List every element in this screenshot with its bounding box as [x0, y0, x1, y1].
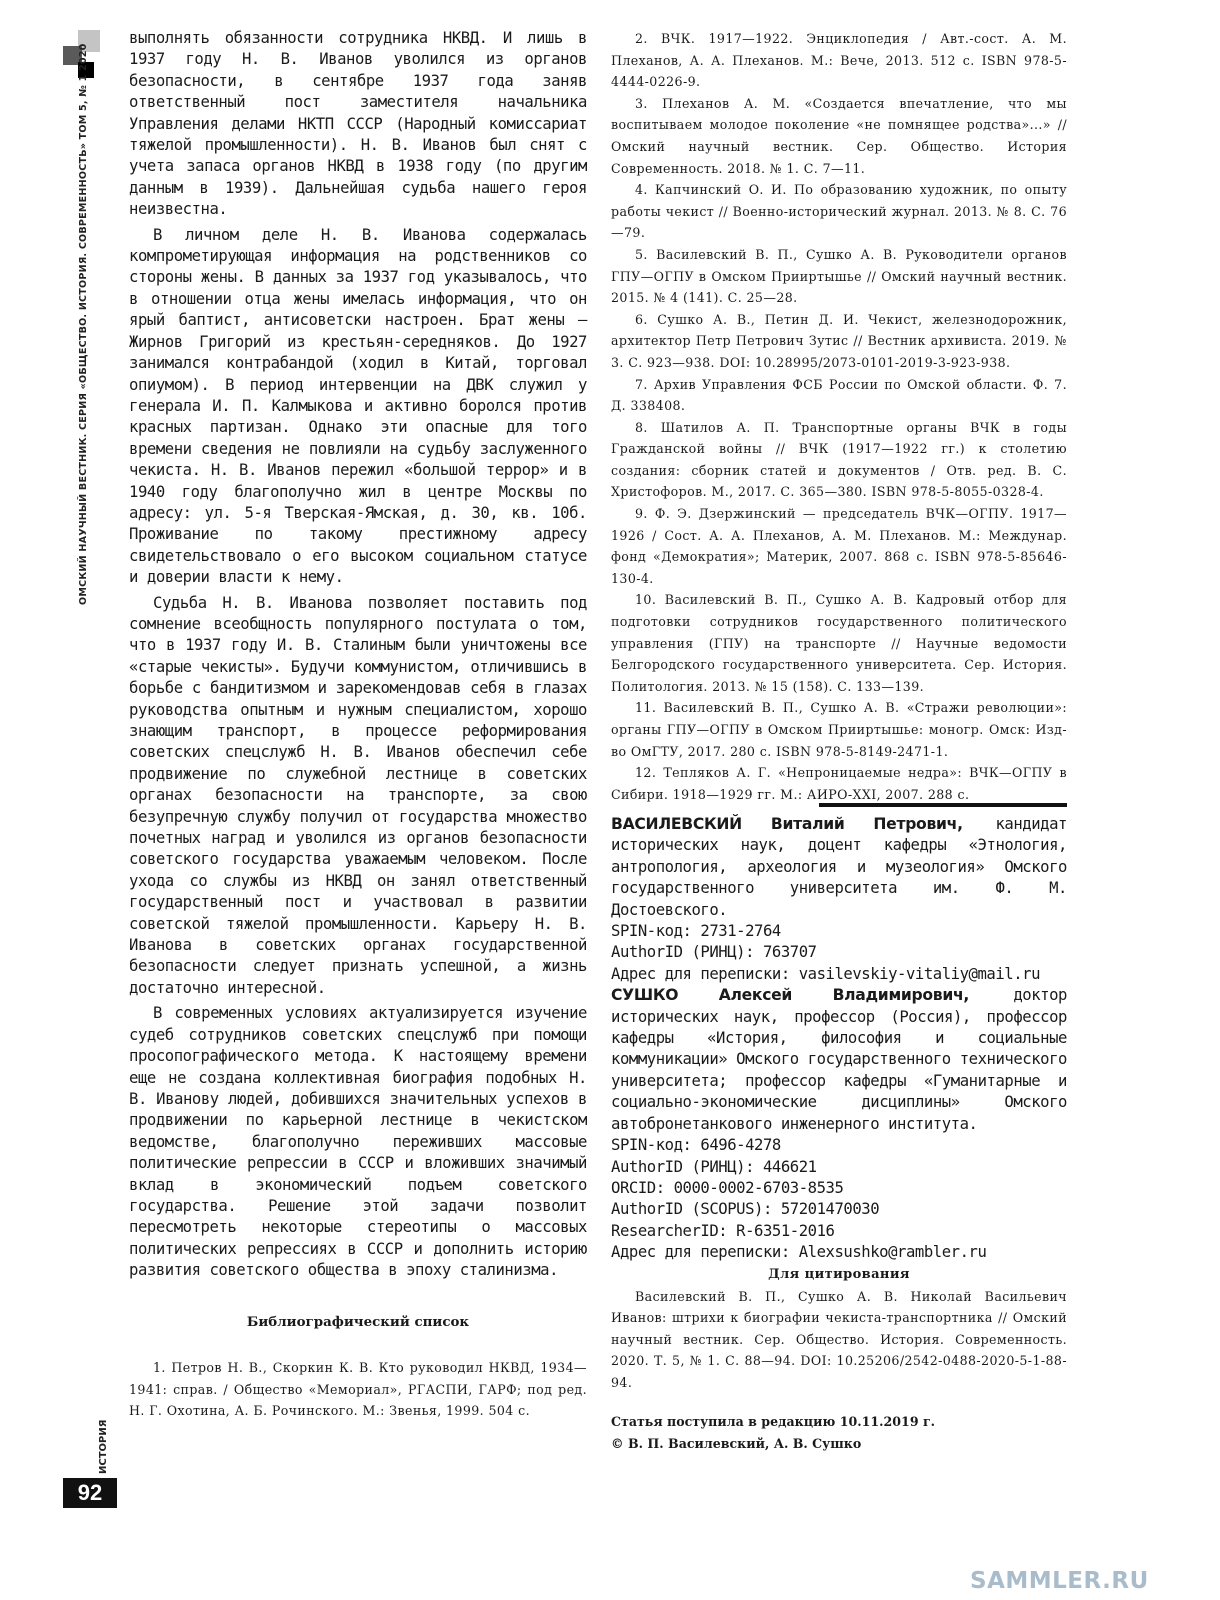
reference-item: 11. Василевский В. П., Сушко А. В. «Стражи революции»: органы ГПУ—ОГПУ в Омском Прииртышье: моногр. Омск: Изд-во ОмГТУ, 2017. 280 с. ISBN 978-5-8149-2471-1.	[611, 700, 1067, 759]
body-paragraph: В современных условиях актуализируется изучение судеб сотрудников советских спецслужб при помощи просопографического метода. К настоящему времени еще не создана коллективная биография подобных Н. В. Иванову людей, добившихся значительных успехов в продвижении по карьерной лестнице в чекистском ведомстве, благополучно переживших массовые политические репрессии в СССР и вложивших значимый вклад в экономический подъем советского государства. Решение этой задачи позволит пересмотреть некоторые стереотипы о массовых политических репрессиях в СССР и дополнить историю развития советского общества в эпоху сталинизма.	[129, 1004, 587, 1280]
reference-item: 10. Василевский В. П., Сушко А. В. Кадровый отбор для подготовки сотрудников государственного политического управления (ГПУ) на транспорте // Научные ведомости Белгородского государственного университета. Сер. История. Политология. 2013. № 15 (158). С. 133—139.	[611, 592, 1067, 694]
reference-item: 12. Тепляков А. Г. «Непроницаемые недра»: ВЧК—ОГПУ в Сибири. 1918—1929 гг. М.: АИРО-XXI, 2007. 288 с.	[611, 765, 1067, 802]
author-bio	[611, 985, 1067, 1135]
copyright: © В. П. Василевский, А. В. Сушко	[611, 1436, 862, 1451]
right-column	[611, 28, 1067, 805]
reference-item: 1. Петров Н. В., Скоркин К. В. Кто руководил НКВД, 1934—1941: справ. / Общество «Мемориал», РГАСПИ, ГАРФ; под ред. Н. Г. Охотина, А. Б. Рочинского. М.: Звенья, 1999. 504 с.	[129, 1359, 587, 1419]
reference-item: 9. Ф. Э. Дзержинский — председатель ВЧК—ОГПУ. 1917—1926 / Сост. А. А. Плеханов, А. М. Плеханов. М.: Междунар. фонд «Демократия»; Материк, 2007. 868 с. ISBN 978-5-85646-130-4.	[611, 506, 1067, 586]
received-date: Статья поступила в редакцию 10.11.2019 г.	[611, 1414, 936, 1429]
watermark: SAMMLER.RU	[970, 1568, 1149, 1594]
author-id-line: AuthorID (РИНЦ): 446621	[611, 1157, 817, 1176]
author-info	[611, 814, 1067, 1264]
author-id-line: SPIN-код: 2731-2764	[611, 922, 781, 941]
reference-item: 6. Сушко А. В., Петин Д. И. Чекист, железнодорожник, архитектор Петр Петрович Зутис // Вестник архивиста. 2019. № 3. С. 923—938. DOI: 10.28995/2073-0101-2019-3-923-938.	[611, 311, 1067, 370]
reference-item: 2. ВЧК. 1917—1922. Энциклопедия / Авт.-сост. А. М. Плеханов, А. А. Плеханов. М.: Вече, 2013. 512 с. ISBN 978-5-4444-0226-9.	[611, 31, 1067, 90]
author-email[interactable]: Адрес для переписки: Alexsushko@rambler.ru	[611, 1243, 987, 1262]
citation-block	[611, 1264, 1067, 1394]
author-id-line: ORCID: 0000-0002-6703-8535	[611, 1178, 844, 1197]
author-id-line: SPIN-код: 6496-4278	[611, 1136, 781, 1155]
bibliography-heading: Библиографический список	[246, 1313, 470, 1330]
author-id-line: ResearcherID: R-6351-2016	[611, 1221, 835, 1240]
reference-item: 5. Василевский В. П., Сушко А. В. Руководители органов ГПУ—ОГПУ в Омском Прииртышье // Омский научный вестник. 2015. № 4 (141). С. 25—28.	[611, 246, 1067, 306]
author-name: ВАСИЛЕВСКИЙ Виталий Петрович,	[611, 815, 963, 833]
reference-item: 3. Плеханов А. М. «Создается впечатление, что мы воспитываем молодое поколение «не помнящее родства»...» // Омский научный вестник. Сер. Общество. История Современность. 2018. № 1. С. 7—11.	[611, 95, 1067, 176]
author-name: СУШКО Алексей Владимирович,	[611, 986, 970, 1005]
reference-item: 7. Архив Управления ФСБ России по Омской области. Ф. 7. Д. 338408.	[611, 376, 1067, 414]
left-column	[129, 28, 587, 1422]
section-label: ИСТОРИЯ	[98, 1419, 109, 1474]
author-description: кандидат исторических наук, доцент кафедры «Этнология, антропология, археология и музеология» Омского государственного университета им. Ф. М. Достоевского.	[611, 815, 1067, 919]
citation-heading: Для цитирования	[768, 1267, 910, 1282]
author-description: доктор исторических наук, профессор (Россия), профессор кафедры «История, философия и социальные коммуникации» Омского государственного технического университета; профессор кафедры «Гуманитарные и социально-экономические дисциплины» Омского автобронетанкового инженерного института.	[611, 986, 1067, 1133]
author-bio	[611, 814, 1067, 921]
citation-text: Василевский В. П., Сушко А. В. Николай Васильевич Иванов: штрихи к биографии чекиста-транспортника // Омский научный вестник. Сер. Общество. История. Современность. 2020. Т. 5, № 1. С. 88—94. DOI: 10.25206/2542-0488-2020-5-1-88-94.	[611, 1288, 1067, 1390]
page-number: 92	[63, 1478, 117, 1508]
body-paragraph: выполнять обязанности сотрудника НКВД. И лишь в 1937 году Н. В. Иванов уволился из органов безопасности, в сентябре 1937 года заняв ответственный пост заместителя начальника Управления делами НКТП СССР (Народный комиссариат тяжелой промышленности). Н. В. Иванов был снят с учета запаса органов НКВД в 1938 году (по другим данным в 1939). Дальнейшая судьба нашего героя неизвестна.	[129, 29, 587, 219]
divider-rule	[819, 803, 1067, 807]
body-paragraph: В личном деле Н. В. Иванова содержалась компрометирующая информация на родственников со стороны жены. В данных за 1937 год указывалось, что в отношении отца жены имелась информация, что он ярый баптист, антисоветски настроен. Брат жены — Жирнов Григорий из крестьян-середняков. До 1927 занимался контрабандой (ходил в Китай, торговал опиумом). В период интервенции на ДВК служил у генерала И. П. Калмыкова и активно боролся против красных партизан. Однако эти опасные для того времени сведения не повлияли на судьбу заслуженного чекиста. Н. В. Иванов пережил «большой террор» и в 1940 году благополучно жил в центре Москвы по адресу: ул. 5-я Тверская-Ямская, д. 30, кв. 10б. Проживание по такому престижному адресу свидетельствовало о его высоком социальном статусе и доверии власти к нему.	[129, 225, 587, 587]
author-email[interactable]: Адрес для переписки: vasilevskiy-vitaliy@mail.ru	[611, 964, 1041, 983]
reference-item: 4. Капчинский О. И. По образованию художник, по опыту работы чекист // Военно-исторический журнал. 2013. № 8. С. 76—79.	[611, 182, 1067, 241]
author-id-line: AuthorID (SCOPUS): 57201470030	[611, 1200, 880, 1219]
received-note	[611, 1411, 1067, 1455]
reference-item: 8. Шатилов А. П. Транспортные органы ВЧК в годы Гражданской войны // ВЧК (1917—1922 гг.) к столетию создания: сборник статей и документов / Отв. ред. В. С. Христофоров. М., 2017. С. 365—380. ISBN 978-5-8055-0328-4.	[611, 419, 1067, 500]
body-paragraph: Судьба Н. В. Иванова позволяет поставить под сомнение всеобщность популярного постулата о том, что в 1937 году И. В. Сталиным были уничтожены все «старые чекисты». Будучи коммунистом, отличившись в борьбе с бандитизмом и зарекомендовав себя в глазах руководства опытным и нужным специалистом, хорошо знающим транспорт, в процессе реформирования советских спецслужб Н. В. Иванов обеспечил себе продвижение по служебной лестнице в советских органах безопасности на транспорте, за свою безупречную службу получил от государства множество почетных наград и уволился из органов безопасности советского государства уважаемым человеком. После ухода со службы из НКВД он занял ответственный государственный пост и участвовал в развитии советской тяжелой промышленности. Карьеру Н. В. Иванова в советских органах государственной безопасности следует признать успешной, а жизнь достаточно интересной.	[129, 593, 587, 997]
running-header: ОМСКИЙ НАУЧНЫЙ ВЕСТНИК. СЕРИЯ «ОБЩЕСТВО. ИСТОРИЯ. СОВРЕМЕННОСТЬ» ТОМ 5, № 1 2020	[78, 43, 89, 605]
author-id-line: AuthorID (РИНЦ): 763707	[611, 943, 817, 962]
